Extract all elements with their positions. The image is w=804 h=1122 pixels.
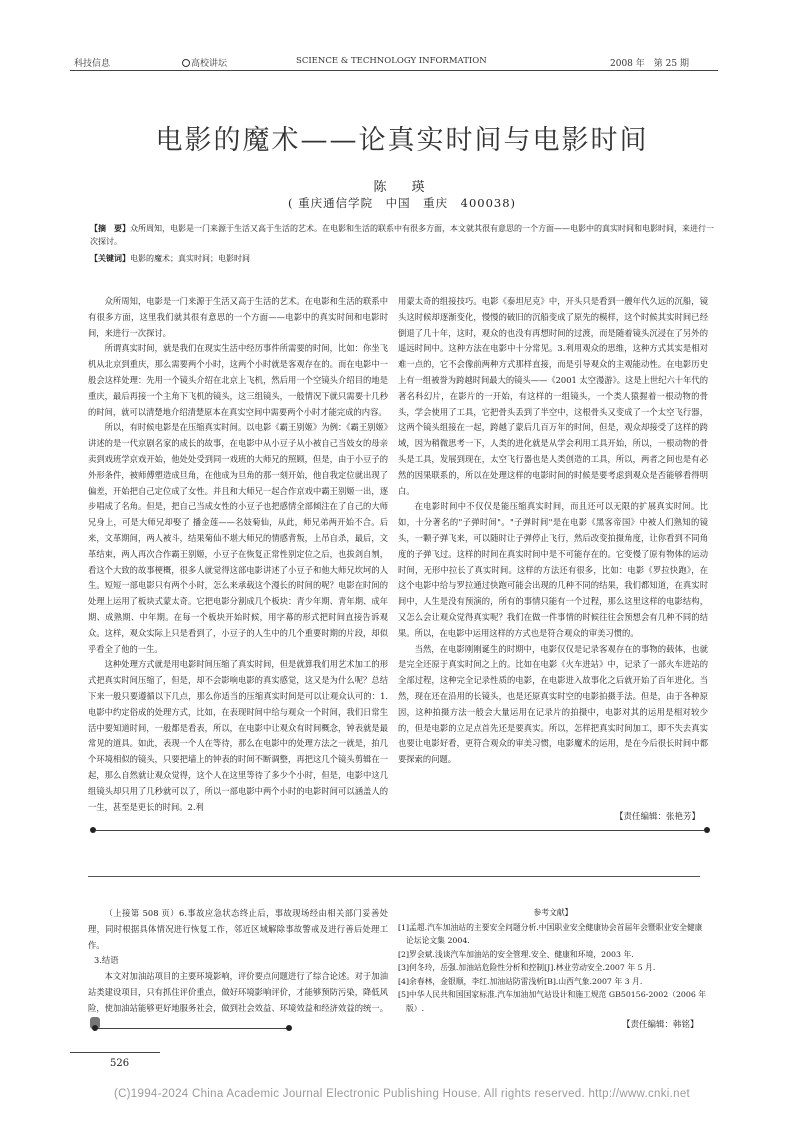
reference-item: [3]何冬玲，岳强.加油站危险性分析和控制[J].林业劳动安全.2007 年 5 月. [398,963,656,972]
body-paragraph: 在电影时间中不仅仅是能压缩真实时间，而且还可以无限的扩展真实时间。比如，十分著名的"子弹时间"。"子弹时间"是在电影《黑客帝国》中被人们熟知的镜头，一颗子弹飞来，可以随时让子弹停止飞行，然后改变拍摄角度，让你看到不同角度的子弹飞过。这样的时间在真实时间中是不可能存在的。它变慢了原有物体的运动时间，无形中拉长了真实时间。这样的方法还有很多，比如：电影《罗拉快跑》，在这个电影中给与罗拉通过快跑可能会出现的几种不同的结果，我们都知道，在真实时间中，人生是没有预演的，所有的事情只能有一个过程，那么这里这样的电影结构，又怎么会让观众觉得真实呢？我们在做一件事情的时候往往会预想会有几种不同的结果。所以，在电影中运用这样的方式也是符合观众的审美习惯的。 [398,501,708,638]
circle-icon [182,59,190,67]
continued-article [88,906,388,1032]
body-paragraph: 当然，在电影刚刚诞生的时期中，电影仅仅是记录客观存在的事物的载体，也就是完全还原于真实时间之上的。比如在电影《火车进站》中，记录了一部火车进站的全部过程，这种完全记录性质的电影，在电影进入故事化之后就开始了百年进化。当然，现在还在沿用的长镜头，也是还原真实时空的电影拍摄手法。但是，由于各种原因，这种拍摄方法一般会大量运用在记录片的拍摄中，电影对其的运用是相对较少的，但是电影的立足点首先还是要真实。所以，怎样把真实时间加工，即不失去真实也要让电影好看，更符合观众的审美习惯，电影魔术的运用，是在今后很长时间中都要探索的问题。 [398,643,708,765]
column-label-text: 高校讲坛 [191,59,228,69]
conclusion-paragraph [88,969,388,1032]
continued-paragraph: （上接第 508 页）6.事故应急状态终止后，事故现场经由相关部门妥善处理，同时根据具体情况进行恢复工作，邻近区域解除事故警戒及进行善后处理工作。 [88,908,388,950]
reference-item: [4]余春林，金银顺，李红.加油站防雷浅析[B].山西气象.2007 年 3 月. [398,976,643,986]
body-paragraph: 所谓真实时间，就是我们在现实生活中经历事件所需要的时间，比如：你坐飞机从北京到重庆，那么需要两个小时，这两个小时就是客观存在的。而在电影中一般会这样处理：先用一个镜头介绍在北京上飞机，然后用一个空镜头介绍目的地是重庆，最后再接一个主角下飞机的镜头，这三组镜头，一般情况下就只需要十几秒的时间，就可以清楚地介绍清楚原本在真实空间中需要两个小时才能完成的内容。 [88,343,388,417]
second-editor: 【责任编辑：韩铭】 [622,1020,699,1030]
section-divider [88,876,700,877]
conclusion-text: 本文对加油站项目的主要环境影响，评价要点问题进行了综合论述。对于加油站类建设项目，只有抓住评价重点，做好环境影响评价，才能够预防污染，降低风险，使加油站能够更好地服务社会，做到社会效益、环境效益和经济效益的统一。 [88,971,388,1013]
section-heading: 3.结语 [94,955,119,966]
copyright-watermark: (C)1994-2024 China Academic Journal Electronic Publishing House. All rights reserved. http://www.cnki.net [113,1088,691,1100]
abstract [90,222,718,248]
body-right-column [398,294,708,768]
references-heading: 参考文献】 [533,908,573,917]
reference-item: [5]中华人民共和国国家标准.汽车加油加气站设计和施工规范 GB50156-2002（2006 年版）. [398,990,707,1013]
body-paragraph: 用蒙太奇的组接技巧。电影《泰坦尼克》中，开头只是看到一艘年代久远的沉船，镜头这时候却逐渐变化，慢慢的破旧的沉船变成了原先的模样，这个时候其实时间已经倒退了几十年，这时，观众的也没有再想时间的过渡，而是随着镜头沉浸在了另外的遥远时间中。这种方法在电影中十分常见。3.利用观众的思维，这种方式其实是相对难一点的，它不会像前两种方式那样直接，而是引导观众的主观能动性。在电影历史上有一组被誉为跨越时间最大的镜头——《2001 太空漫游》。这是上世纪六十年代的著名科幻片，在影片的一开始，有这样的一组镜头，一个类人猿握着一根动物的骨头，学会使用了工具，它把骨头丢到了半空中，这根骨头又变成了一个太空飞行器，这两个镜头组接在一起，跨越了蒙后几百万年的时间，但是，观众却接受了这样的跨域，因为稍微思考一下，人类的进化就是从学会利用工具开始，所以，一根动物的骨头是工具，发展到现在，太空飞行器也是人类创造的工具，所以，两者之间也是有必然的因果联系的，所以在处理这样的电影时间的时候是要考虑到观众是否能够看得明白。 [398,296,708,496]
body-paragraph: 所以，有时候电影是在压缩真实时间。以电影《霸王别姬》为例：《霸王别姬》讲述的是一代京剧名家的成长的故事，在电影中从小豆子从小被自己当妓女的母亲卖到戏班学京戏开始，他处处受到同一戏班的大师兄的照顾，但是，由于小豆子的外形条件，被师傅塑造成旦角，在他成为旦角的那一刻开始，他自我定位就出现了偏差，开始把自己定位成了女性。并且和大师兄一起合作京戏中霸王别姬一出，逐步唱成了名角。但是，把自己当成女性的小豆子也把感情全部倾注在了自己的大师兄身上，可是大师兄却娶了 播金莲——名妓菊仙，从此，师兄弟两开始不合。后来，文革期间，两人被斗，结果菊仙不堪大师兄的情感背叛，上吊自杀，最后，文革结束，两人再次合作霸王别姬，小豆子在恢复正常性别定位之后，也拔剑自刎，看这个大致的故事梗概，很多人就觉得这部电影讲述了小豆子和他大师兄坎坷的人生。短短一部电影只有两个小时，怎么来承载这个漫长的时间的呢？电影在时间的处理上运用了板块式蒙太奇。它把电影分割成几个板块：青少年期、青年期、成年期、成熟期、中年期。在每一个板块开始时候，用字幕的形式把时间直接告诉观众。这样，观众实际上只是看到了，小豆子的人生中的几个重要时期的片段，却似乎看全了他的一生。 [88,422,388,654]
keywords-text: 电影的魔术；真实时间；电影时间 [130,254,250,263]
reference-item: [1]孟超.汽车加油站的主要安全问题分析.中国职业安全健康协会首届年会暨职业安全健康论坛论文集 2004. [398,922,703,945]
author-affiliation: ( 重庆通信学院 中国 重庆 400038) [287,196,517,210]
separator-dot-right [704,827,710,833]
footer-dot-right [286,1025,292,1031]
abstract-label: 【摘 要】 [90,223,130,233]
references [398,906,708,1015]
body-left-column [88,294,388,815]
abstract-text: 众所周知，电影是一门来源于生活又高于生活的艺术。在电影和生活的联系中有很多方面，本文就其很有意思的一个方面——电影中的真实时间和电影时间，来进行一次探讨。 [90,224,714,246]
journal-name: 科技信息 [74,59,111,69]
keywords-label: 【关键词】 [90,253,130,263]
article-separator [96,830,704,831]
page-number: 526 [110,1058,130,1069]
keywords [90,253,718,264]
footer-rule [98,1028,288,1029]
journal-english-name: SCIENCE & TECHNOLOGY INFORMATION [296,56,487,66]
issue-info: 2008 年 第 25 期 [610,59,689,69]
page-number-rule [70,1052,160,1053]
header-rule [70,70,718,71]
reference-item: [2]罗会斌.浅谈汽车加油站的安全管理.安全、健康和环境，2003 年. [398,949,634,959]
body-paragraph: 众所周知，电影是一门来源于生活又高于生活的艺术。在电影和生活的联系中有很多方面，这里我们就其很有意思的一个方面——电影中的真实时间和电影时间，来进行一次探讨。 [88,296,388,338]
article-author: 陈 瑛 [373,180,431,195]
body-paragraph: 这种处理方式就是用电影时间压缩了真实时间，但是就算我们用艺术加工的形式把真实时间压缩了，但是，却不会影响电影的真实感觉，这又是为什么呢？总结下来一般只要遵循以下几点，那么你适当的压缩真实时间是可以让观众认可的：1. 电影中约定俗成的处理方式，比如，在表现时间中给与观众一个时间，我们日常生活中要知道时间，一般都是看表，所以，在电影中让观众有时间概念，钟表就是最常见的道具。如此，表现一个人在等待，那么在电影中的处理方法之一就是，拍几个环境相似的镜头，只要把墙上的钟表的时间不断调整，再把这几个镜头剪辑在一起，那么自然就让观众觉得，这个人在这里等待了多少个小时，但是，电影中这几组镜头却只用了几秒就可以了，所以一部电影中两个小时的电影时间可以涵盖人的一生，甚至是更长的时间。2.利 [88,659,388,812]
article-editor: 【责任编辑：张艳芳】 [615,812,701,822]
column-label [182,56,227,69]
article-title: 电影的魔术——论真实时间与电影时间 [155,125,649,156]
